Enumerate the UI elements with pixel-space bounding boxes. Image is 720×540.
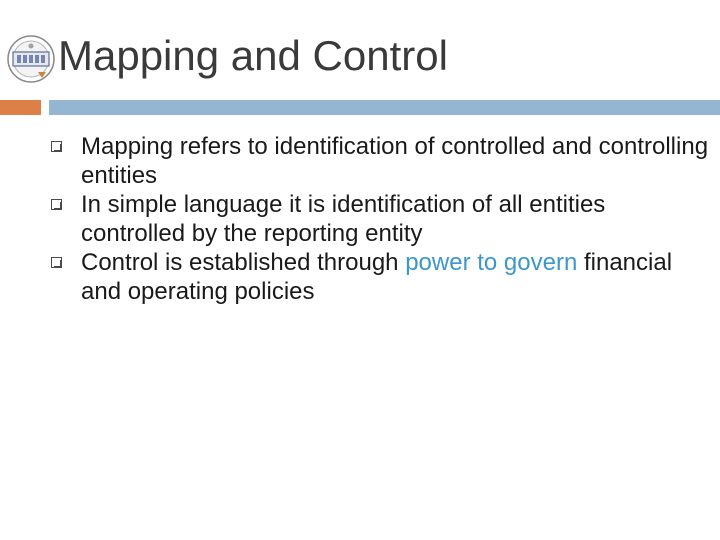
bullet-list [50,132,710,306]
bullet-text: Mapping refers to identification of controlled and controlling entities [81,133,709,189]
bullet-item-control [50,248,710,306]
bullet-text-after: financial and operating policies [81,249,673,305]
bullet-item-mapping [50,132,710,190]
checkbox-bullet-icon [51,257,62,268]
checkbox-bullet-icon [51,199,62,210]
bullet-text: In simple language it is identification of all entities controlled by the reporting entity [81,191,606,247]
bullet-item-simple-language [50,190,710,248]
emblem-logo-icon [4,34,58,84]
page-title: Mapping and Control [58,32,448,79]
bullet-text-before: Control is established through [81,249,406,276]
accent-bar-left [0,100,41,115]
accent-bar-right [49,100,720,115]
bullet-highlight-text: power to govern [405,249,578,276]
checkbox-bullet-icon [51,141,62,152]
